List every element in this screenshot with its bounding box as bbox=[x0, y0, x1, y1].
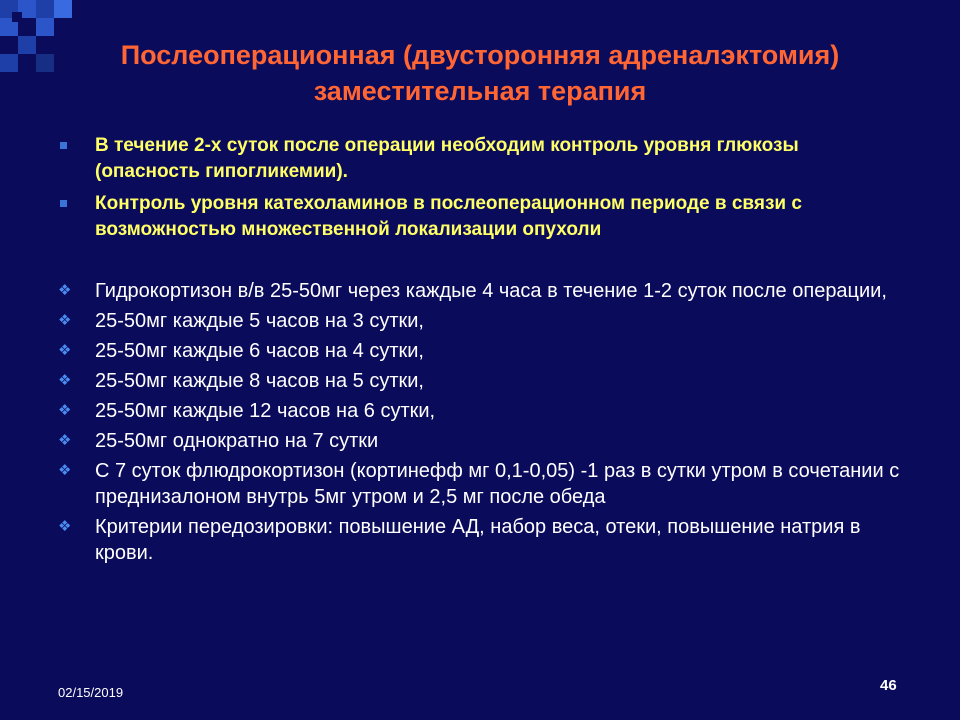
regimen-text: С 7 суток флюдрокортизон (кортинефф мг 0,1-0,05) -1 раз в сутки утром в сочетании с преднизалоном внутрь 5мг утром и 2,5 мг после обеда bbox=[95, 460, 900, 508]
slide-title: Послеоперационная (двусторонняя адреналэктомия) заместительная терапия bbox=[120, 40, 840, 106]
diamond-bullet-icon: ❖ bbox=[58, 461, 72, 479]
regimen-text: 25-50мг каждые 6 часов на 4 сутки, bbox=[95, 340, 424, 362]
regimen-item bbox=[58, 368, 908, 394]
regimen-item bbox=[58, 514, 908, 566]
diamond-bullet-icon: ❖ bbox=[58, 341, 72, 359]
regimen-text: 25-50мг каждые 12 часов на 6 сутки, bbox=[95, 400, 436, 422]
regimen-text: 25-50мг однократно на 7 сутки bbox=[95, 430, 379, 452]
page-number: 46 bbox=[880, 677, 897, 694]
diamond-bullet-icon: ❖ bbox=[58, 431, 72, 449]
regimen-text: 25-50мг каждые 5 часов на 3 сутки, bbox=[95, 310, 424, 332]
regimen-text: Критерии передозировки: повышение АД, набор веса, отеки, повышение натрия в крови. bbox=[95, 516, 861, 564]
regimen-item bbox=[58, 398, 908, 424]
regimen-item bbox=[58, 278, 908, 304]
regimen-text: 25-50мг каждые 8 часов на 5 сутки, bbox=[95, 370, 424, 392]
key-point-item bbox=[58, 191, 908, 243]
key-point-item bbox=[58, 133, 908, 185]
regimen-list bbox=[58, 278, 908, 570]
regimen-item bbox=[58, 458, 908, 510]
regimen-text: Гидрокортизон в/в 25-50мг через каждые 4 часа в течение 1-2 суток после операции, bbox=[95, 280, 887, 302]
diamond-bullet-icon: ❖ bbox=[58, 401, 72, 419]
footer-date: 02/15/2019 bbox=[58, 685, 124, 700]
key-points-list bbox=[58, 133, 908, 249]
key-point-text: Контроль уровня катехоламинов в послеоперационном периоде в связи с возможностью множественной локализации опухоли bbox=[95, 193, 802, 240]
diamond-bullet-icon: ❖ bbox=[58, 311, 72, 329]
regimen-item bbox=[58, 308, 908, 334]
key-point-text: В течение 2-х суток после операции необходим контроль уровня глюкозы (опасность гипогликемии). bbox=[95, 135, 799, 182]
regimen-item bbox=[58, 428, 908, 454]
diamond-bullet-icon: ❖ bbox=[58, 281, 72, 299]
square-bullet-icon bbox=[60, 200, 67, 207]
diamond-bullet-icon: ❖ bbox=[58, 371, 72, 389]
diamond-bullet-icon: ❖ bbox=[58, 517, 72, 535]
regimen-item bbox=[58, 338, 908, 364]
square-bullet-icon bbox=[60, 142, 67, 149]
